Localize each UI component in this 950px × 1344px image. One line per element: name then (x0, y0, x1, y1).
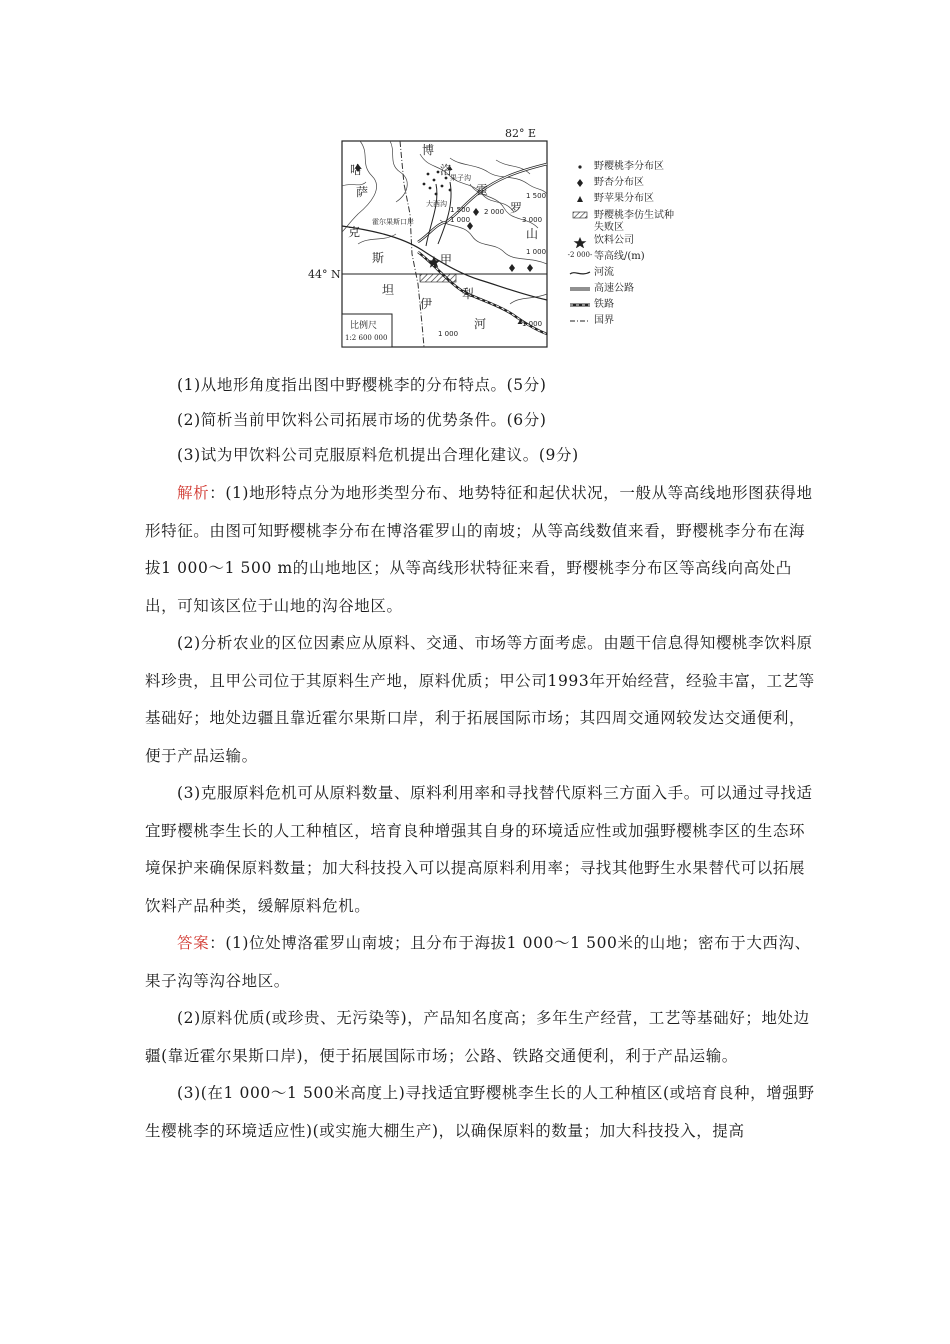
answer-paragraph-1: 答案：(1)位处博洛霍罗山南坡；且分布于海拔1 000～1 500米的山地；密布于大西沟、果子沟等沟谷地区。 (145, 934, 811, 990)
place-guozigou: 果子沟 (450, 174, 471, 182)
place-sa: 萨 (356, 185, 369, 199)
legend-item: 野樱桃李分布区 (566, 162, 706, 178)
place-he: 河 (474, 317, 487, 331)
document-body (145, 368, 815, 1150)
analysis-paragraph-2: (2)分析农业的区位因素应从原料、交通、市场等方面考虑。由题干信息得知樱桃李饮料原料珍贵，且甲公司位于其原料生产地，原料优质；甲公司1993年开始经营，经验丰富，工艺等基础好；地处边疆且靠近霍尔果斯口岸，利于拓展国际市场；其四周交通网较发达交通便利，便于产品运输。 (145, 634, 815, 765)
contour-icon: -2 000- (567, 251, 593, 259)
question-2: (2)简析当前甲饮料公司拓展市场的优势条件。(6分) (177, 411, 547, 429)
port-label: 霍尔果斯口岸 (372, 218, 414, 226)
legend-item: -2 000- 等高线/(m) (567, 251, 645, 262)
place-luo2: 洛 (440, 163, 453, 177)
diamond-icon (566, 178, 594, 188)
place-daxigou: 大西沟 (426, 200, 447, 208)
contour-label-3: 2 000 (484, 208, 505, 216)
highway-icon (566, 284, 594, 294)
longitude-label: 82° E (505, 127, 537, 140)
dot-icon (566, 162, 594, 172)
contour-label-2: 1 500 (526, 192, 547, 200)
river-icon (566, 268, 594, 278)
contour-label-7: 1 000 (522, 320, 543, 328)
question-3: (3)试为甲饮料公司克服原料危机提出合理化建议。(9分) (177, 446, 579, 464)
place-jia: 甲 (440, 253, 453, 267)
scale-value: 1:2 600 000 (345, 334, 388, 342)
place-luo: 罗 (510, 201, 523, 215)
legend-item: 河流 (566, 268, 706, 284)
place-shan: 山 (526, 227, 539, 241)
triangle-icon (566, 194, 594, 204)
star-icon (566, 236, 594, 248)
answer-paragraph-2: (2)原料优质(或珍贵、无污染等)，产品知名度高；多年生产经营，工艺等基础好；地处边疆(靠近霍尔果斯口岸)，便于拓展国际市场；公路、铁路交通便利，利于产品运输。 (145, 1009, 810, 1065)
border-icon (566, 316, 594, 326)
scale-title: 比例尺 (350, 321, 378, 331)
answer-label: 答案 (177, 934, 210, 952)
place-si: 斯 (372, 251, 385, 265)
contour-label-8: 1 000 (438, 330, 459, 338)
legend-item: 铁路 (566, 300, 706, 316)
legend-item: 野杏分布区 (566, 178, 706, 194)
legend-item: 野樱桃李仿生试种失败区 (566, 210, 706, 236)
analysis-label: 解析 (177, 484, 210, 502)
analysis-paragraph-3: (3)克服原料危机可从原料数量、原料利用率和寻找替代原料三方面入手。可以通过寻找适宜野樱桃李生长的人工种植区，培育良种增强其自身的环境适应性或加强野樱桃李区的生态环境保护来确保原料数量；加大科技投入可以提高原料利用率；寻找其他野生水果替代可以拓展饮料产品种类，缓解原料危机。 (145, 784, 813, 915)
place-tan: 坦 (382, 283, 395, 297)
hatch-icon (566, 210, 594, 220)
latitude-label: 44° N (308, 268, 341, 281)
legend-item: 高速公路 (566, 284, 706, 300)
legend-item: 饮料公司 (566, 236, 706, 252)
legend-item: 国界 (566, 316, 706, 332)
contour-label-4: 1 000 (450, 216, 471, 224)
place-ha: 哈 (350, 163, 363, 177)
answer-paragraph-3: (3)(在1 000～1 500米高度上)寻找适宜野樱桃李生长的人工种植区(或培育良种，增强野生樱桃李的环境适应性)(或实施大棚生产)，以确保原料的数量；加大科技投入，提高 (145, 1084, 815, 1140)
map-legend (566, 162, 706, 332)
map-figure (300, 124, 700, 354)
contour-label-6: 1 000 (526, 248, 547, 256)
place-ke: 克 (348, 225, 361, 239)
place-li: 犁 (462, 287, 475, 301)
legend-item: 野苹果分布区 (566, 194, 706, 210)
contour-label-1: 1 500 (450, 206, 471, 214)
place-huo: 霍 (476, 183, 489, 197)
place-bo: 博 (422, 143, 435, 157)
railway-icon (566, 300, 594, 310)
question-1: (1)从地形角度指出图中野樱桃李的分布特点。(5分) (177, 376, 547, 394)
place-yi: 伊 (420, 297, 433, 311)
analysis-paragraph-1: 解析：(1)地形特点分为地形类型分布、地势特征和起伏状况，一般从等高线地形图获得地形特征。由图可知野樱桃李分布在博洛霍罗山的南坡；从等高线数值来看，野樱桃李分布在海拔1 000～1 500 m的山地地区；从等高线形状特征来看，野樱桃李分布区等高线向高处凸出，可知该区位于山地的沟谷地区。 (145, 484, 813, 615)
contour-label-5: 3 000 (522, 216, 543, 224)
